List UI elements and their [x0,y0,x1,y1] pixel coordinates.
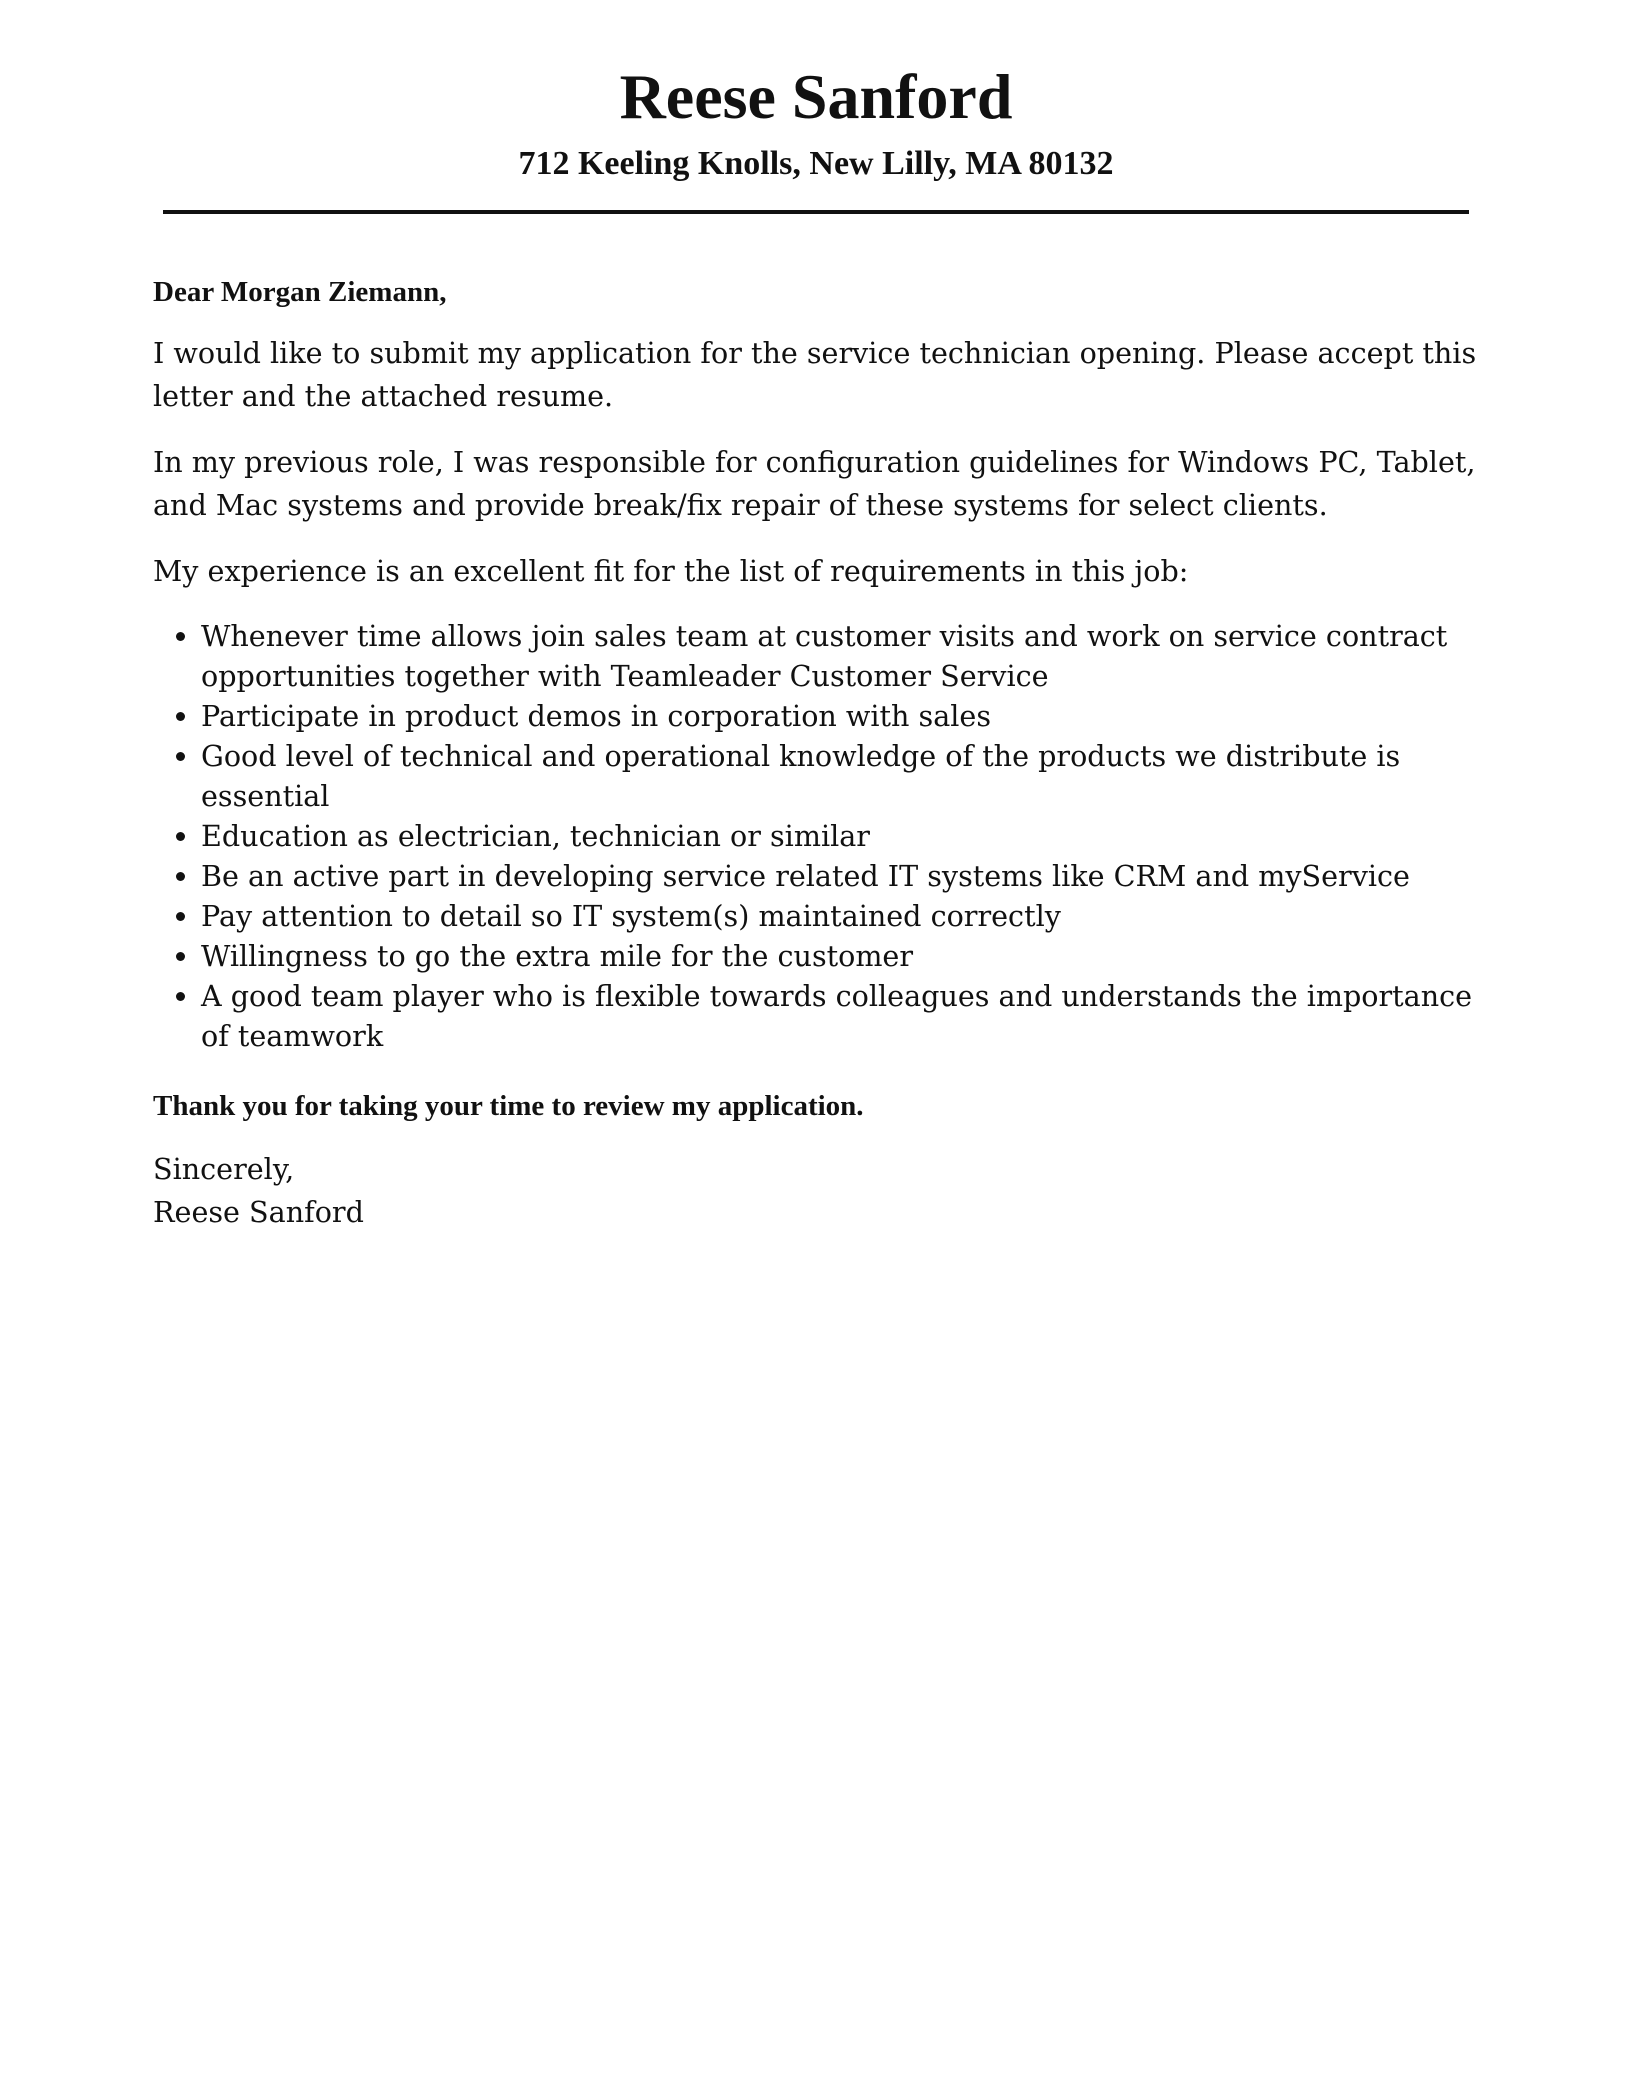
signature-name: Reese Sanford [153,1195,364,1229]
requirements-list [153,616,1483,1056]
list-item: • Good level of technical and operational knowledge of the products we distribute is essential [201,736,1483,816]
list-item: • Whenever time allows join sales team at customer visits and work on service contract opportunities together with Teamleader Customer Service [201,616,1483,696]
paragraph-fit: My experience is an excellent fit for the list of requirements in this job: [153,554,1189,588]
signoff-word: Sincerely, [153,1152,295,1186]
list-item: • Be an active part in developing service related IT systems like CRM and myService [201,856,1483,896]
paragraph-intro: I would like to submit my application for the service technician opening. Please accept this letter and the attached resume. [153,336,1477,413]
paragraph-experience: In my previous role, I was responsible for configuration guidelines for Windows PC, Tablet, and Mac systems and provide break/fix repair of these systems for select clients. [153,445,1476,522]
closing-line: Thank you for taking your time to review my application. [153,1090,864,1122]
salutation: Dear Morgan Ziemann, [153,276,447,308]
list-item: • Participate in product demos in corporation with sales [201,696,1483,736]
letter-body [153,272,1483,1234]
list-item: • Willingness to go the extra mile for the customer [201,936,1483,976]
signoff [153,1148,1483,1234]
letter-header [163,58,1469,182]
header-divider [163,210,1469,214]
list-item: • Education as electrician, technician or similar [201,816,1483,856]
sender-address: 712 Keeling Knolls, New Lilly, MA 80132 [518,145,1114,182]
list-item: • Pay attention to detail so IT system(s) maintained correctly [201,896,1483,936]
list-item: • A good team player who is flexible towards colleagues and understands the importance of teamwork [201,976,1483,1056]
sender-name: Reese Sanford [619,61,1013,132]
